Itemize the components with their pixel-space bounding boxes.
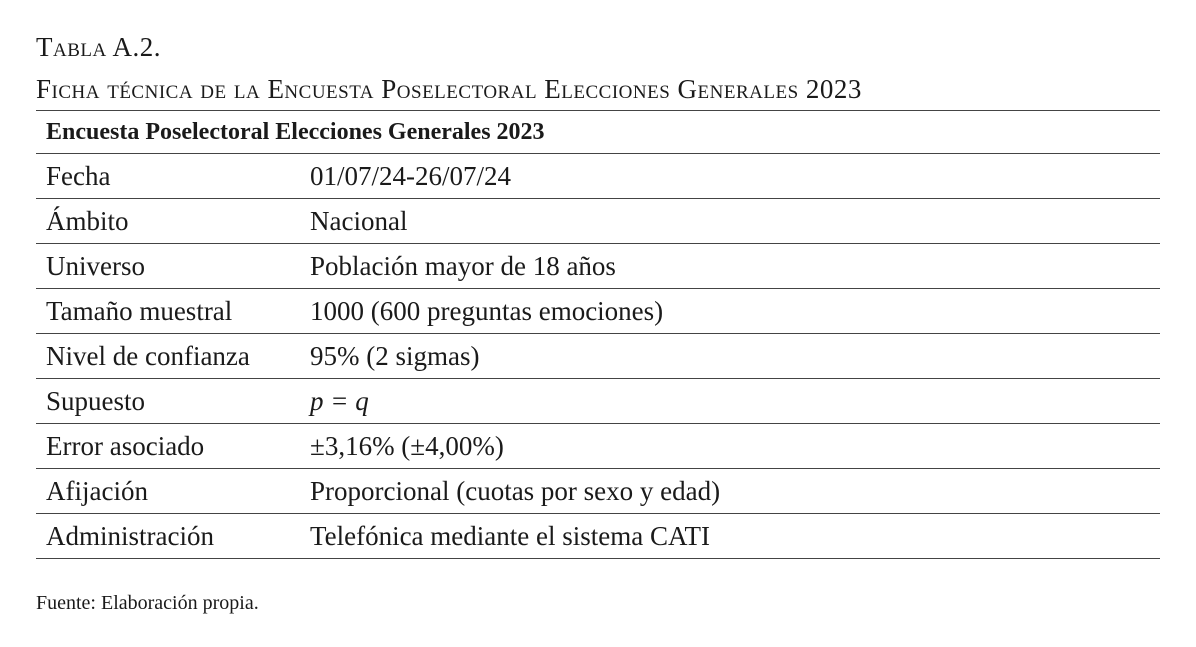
- table-header-row: [36, 111, 1160, 154]
- row-value-tamano-muestral: 1000 (600 preguntas emociones): [300, 289, 1160, 334]
- table-label: Tabla A.2.: [36, 32, 161, 62]
- table-title: Ficha técnica de la Encuesta Poselectoral Elecciones Generales 2023: [36, 74, 862, 104]
- table-row: [36, 514, 1160, 559]
- row-key-nivel-confianza: Nivel de confianza: [36, 334, 300, 379]
- row-value-universo: Población mayor de 18 años: [300, 244, 1160, 289]
- table-row: [36, 154, 1160, 199]
- row-value-afijacion: Proporcional (cuotas por sexo y edad): [300, 469, 1160, 514]
- row-value-fecha: 01/07/24-26/07/24: [300, 154, 1160, 199]
- table-row: [36, 199, 1160, 244]
- row-key-supuesto: Supuesto: [36, 379, 300, 424]
- row-key-tamano-muestral: Tamaño muestral: [36, 289, 300, 334]
- table-row: [36, 469, 1160, 514]
- row-key-fecha: Fecha: [36, 154, 300, 199]
- row-value-supuesto: p = q: [300, 379, 1160, 424]
- row-key-universo: Universo: [36, 244, 300, 289]
- table-row: [36, 244, 1160, 289]
- row-value-administracion: Telefónica mediante el sistema CATI: [300, 514, 1160, 559]
- survey-technical-sheet-table: [36, 110, 1160, 559]
- table-row: [36, 379, 1160, 424]
- row-value-ambito: Nacional: [300, 199, 1160, 244]
- table-row: [36, 334, 1160, 379]
- row-key-ambito: Ámbito: [36, 199, 300, 244]
- row-key-administracion: Administración: [36, 514, 300, 559]
- row-key-error-asociado: Error asociado: [36, 424, 300, 469]
- row-key-afijacion: Afijación: [36, 469, 300, 514]
- source-note: Fuente: Elaboración propia.: [36, 592, 259, 614]
- table-header: Encuesta Poselectoral Elecciones Generales 2023: [36, 111, 1160, 154]
- table-row: [36, 289, 1160, 334]
- row-value-error-asociado: ±3,16% (±4,00%): [300, 424, 1160, 469]
- table-row: [36, 424, 1160, 469]
- row-value-nivel-confianza: 95% (2 sigmas): [300, 334, 1160, 379]
